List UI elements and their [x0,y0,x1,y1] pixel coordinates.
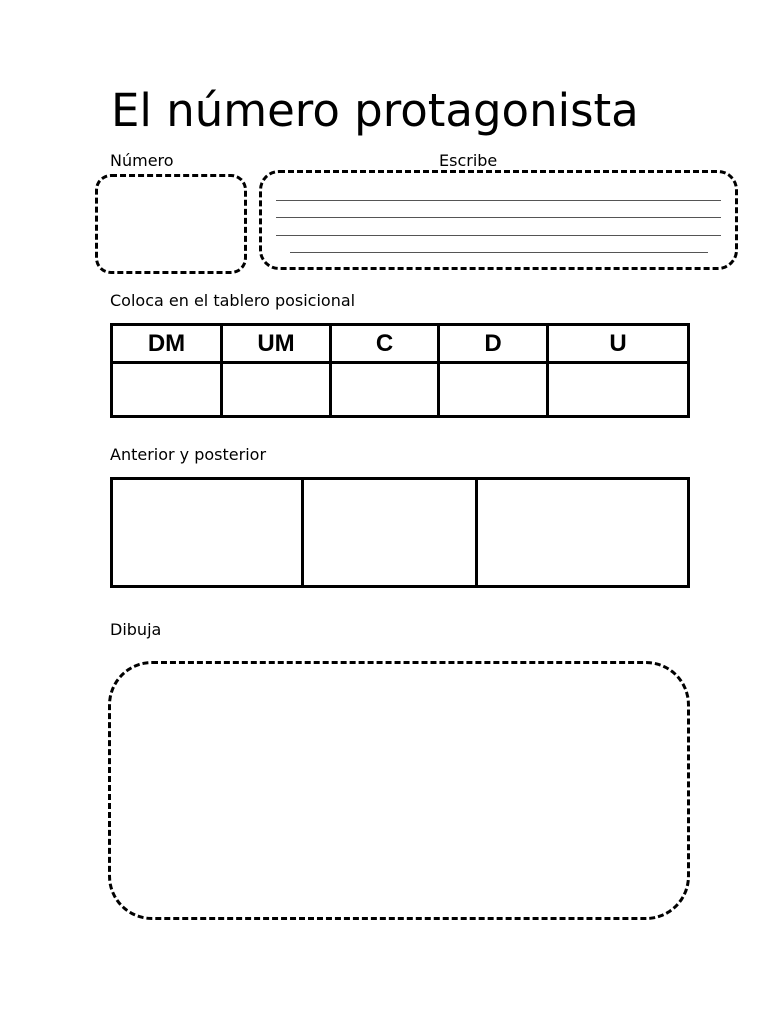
writing-box[interactable] [259,170,738,270]
header-dm: DM [112,325,222,363]
number-box[interactable] [95,174,247,274]
answer-cell-dm[interactable] [112,363,222,417]
place-value-answer-row [112,363,689,417]
header-u: U [548,325,689,363]
anterior-cell[interactable] [112,479,303,587]
place-value-table [110,323,690,418]
answer-cell-c[interactable] [331,363,439,417]
anterior-posterior-table [110,477,690,588]
writing-line [276,217,721,218]
writing-line [276,200,721,201]
posterior-cell[interactable] [477,479,689,587]
place-value-header-row [112,325,689,363]
answer-cell-um[interactable] [222,363,331,417]
escribe-label: Escribe [439,151,498,170]
drawing-box[interactable] [108,661,690,920]
number-cell[interactable] [303,479,477,587]
page-title: El número protagonista [111,84,639,137]
dibuja-label: Dibuja [110,620,162,639]
answer-cell-u[interactable] [548,363,689,417]
writing-line [290,252,708,253]
header-c: C [331,325,439,363]
numero-label: Número [110,151,174,170]
header-d: D [439,325,548,363]
header-um: UM [222,325,331,363]
anterior-posterior-label: Anterior y posterior [110,445,267,464]
tablero-label: Coloca en el tablero posicional [110,291,356,310]
writing-line [276,235,721,236]
answer-cell-d[interactable] [439,363,548,417]
